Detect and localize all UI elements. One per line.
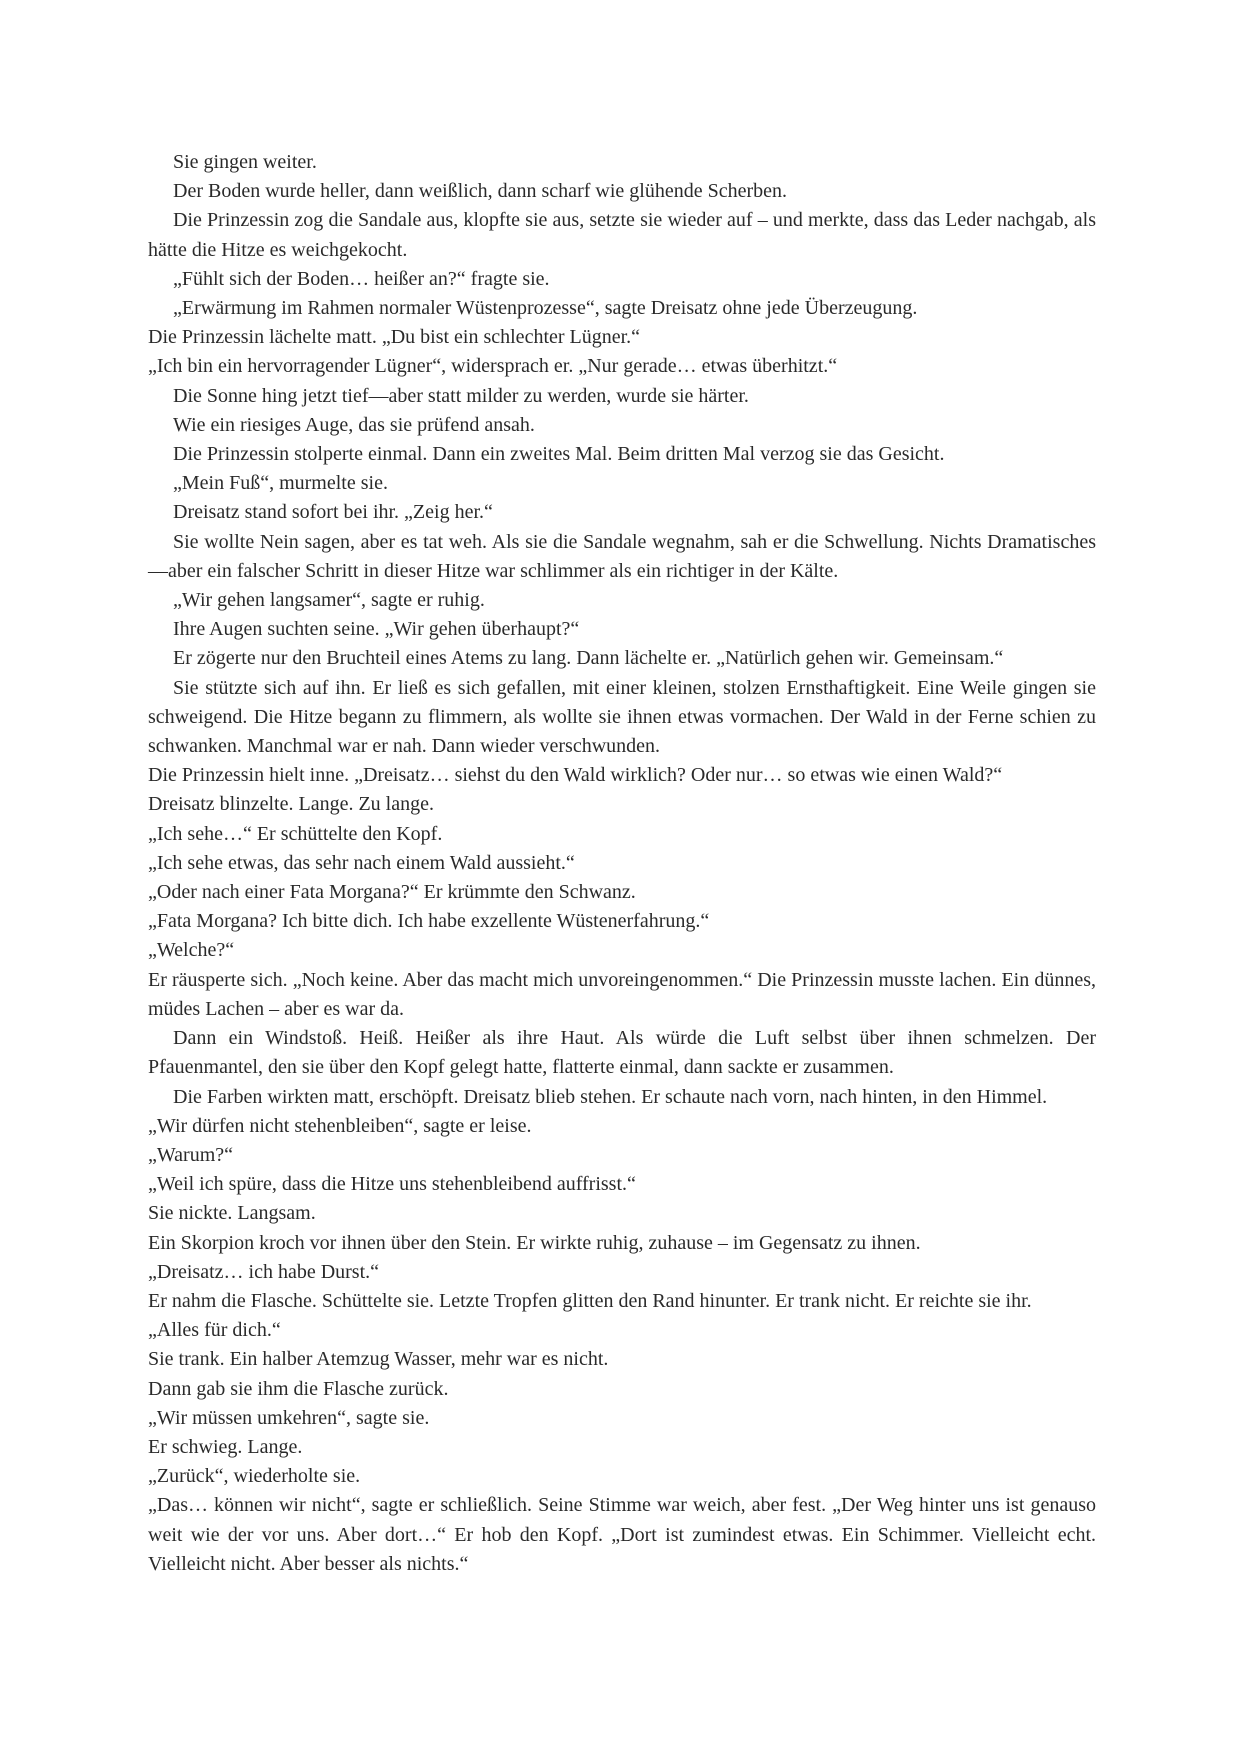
paragraph: Die Prinzessin hielt inne. „Dreisatz… siehst du den Wald wirklich? Oder nur… so etwas wie einen Wald?“ <box>148 764 1003 787</box>
paragraph: „Fühlt sich der Boden… heißer an?“ fragte sie. <box>173 267 550 290</box>
paragraph: Ein Skorpion kroch vor ihnen über den Stein. Er wirkte ruhig, zuhause – im Gegensatz zu ihnen. <box>148 1231 921 1254</box>
paragraph: „Wir müssen umkehren“, sagte sie. <box>148 1406 430 1429</box>
document-page <box>148 148 1096 1579</box>
paragraph: „Wir gehen langsamer“, sagte er ruhig. <box>173 589 485 612</box>
paragraph: Sie stützte sich auf ihn. Er ließ es sich gefallen, mit einer kleinen, stolzen Ernsthaftigkeit. Eine Weile gingen sie schweigend. Die Hitze begann zu flimmern, als wollte sie ihnen etwas vormachen. Der Wald in der Ferne schien zu schwanken. Manchmal war er nah. Dann wieder verschwunden. <box>148 676 1096 758</box>
paragraph: „Das… können wir nicht“, sagte er schließlich. Seine Stimme war weich, aber fest. „Der Weg hinter uns ist genauso weit wie der vor uns. Aber dort…“ Er hob den Kopf. „Dort ist zumindest etwas. Ein Schimmer. Vielleicht echt. Vielleicht nicht. Aber besser als nichts.“ <box>148 1494 1096 1575</box>
paragraph: „Zurück“, wiederholte sie. <box>148 1465 361 1488</box>
paragraph: „Ich sehe etwas, das sehr nach einem Wald aussieht.“ <box>148 851 575 874</box>
paragraph: Wie ein riesiges Auge, das sie prüfend ansah. <box>173 413 535 436</box>
paragraph: Die Sonne hing jetzt tief—aber statt milder zu werden, wurde sie härter. <box>173 384 749 407</box>
paragraph: Die Farben wirkten matt, erschöpft. Dreisatz blieb stehen. Er schaute nach vorn, nach hinten, in den Himmel. <box>173 1085 1048 1108</box>
paragraph: „Wir dürfen nicht stehenbleiben“, sagte er leise. <box>148 1114 532 1137</box>
paragraph: „Warum?“ <box>148 1143 233 1166</box>
paragraph: Dann gab sie ihm die Flasche zurück. <box>148 1377 449 1400</box>
paragraph: „Fata Morgana? Ich bitte dich. Ich habe exzellente Wüstenerfahrung.“ <box>148 910 710 933</box>
paragraph: Sie gingen weiter. <box>173 151 317 173</box>
paragraph: Der Boden wurde heller, dann weißlich, dann scharf wie glühende Scherben. <box>173 180 787 203</box>
paragraph: Er nahm die Flasche. Schüttelte sie. Letzte Tropfen glitten den Rand hinunter. Er trank nicht. Er reichte sie ihr. <box>148 1289 1032 1312</box>
paragraph: Dreisatz blinzelte. Lange. Zu lange. <box>148 793 434 816</box>
paragraph: Die Prinzessin stolperte einmal. Dann ein zweites Mal. Beim dritten Mal verzog sie das Gesicht. <box>173 443 945 466</box>
paragraph: „Dreisatz… ich habe Durst.“ <box>148 1260 380 1283</box>
paragraph: „Alles für dich.“ <box>148 1319 281 1342</box>
paragraph: Dreisatz stand sofort bei ihr. „Zeig her.“ <box>173 501 493 524</box>
paragraph: „Ich sehe…“ Er schüttelte den Kopf. <box>148 822 443 845</box>
paragraph: Sie nickte. Langsam. <box>148 1202 316 1225</box>
paragraph: Die Prinzessin lächelte matt. „Du bist ein schlechter Lügner.“ <box>148 326 641 349</box>
paragraph: „Welche?“ <box>148 939 235 962</box>
paragraph: „Weil ich spüre, dass die Hitze uns stehenbleibend auffrisst.“ <box>148 1173 636 1196</box>
paragraph: Dann ein Windstoß. Heiß. Heißer als ihre Haut. Als würde die Luft selbst über ihnen schmelzen. Der Pfauenmantel, den sie über den Kopf gelegt hatte, flatterte einmal, dann sackte er zusammen. <box>148 1027 1096 1079</box>
paragraph: Sie trank. Ein halber Atemzug Wasser, mehr war es nicht. <box>148 1348 609 1371</box>
paragraph: „Ich bin ein hervorragender Lügner“, widersprach er. „Nur gerade… etwas überhitzt.“ <box>148 355 838 378</box>
paragraph: Er zögerte nur den Bruchteil eines Atems zu lang. Dann lächelte er. „Natürlich gehen wir. Gemeinsam.“ <box>173 647 1004 670</box>
paragraph: Sie wollte Nein sagen, aber es tat weh. Als sie die Sandale wegnahm, sah er die Schwellung. Nichts Dramatisches—aber ein falscher Schritt in dieser Hitze war schlimmer als ein richtiger in der Kälte. <box>148 530 1096 582</box>
paragraph: „Oder nach einer Fata Morgana?“ Er krümmte den Schwanz. <box>148 881 636 904</box>
paragraph: „Erwärmung im Rahmen normaler Wüstenprozesse“, sagte Dreisatz ohne jede Überzeugung. <box>173 297 918 320</box>
paragraph: Ihre Augen suchten seine. „Wir gehen überhaupt?“ <box>173 618 580 641</box>
paragraph: Er räusperte sich. „Noch keine. Aber das macht mich unvoreingenommen.“ Die Prinzessin musste lachen. Ein dünnes, müdes Lachen – aber es war da. <box>148 968 1096 1020</box>
paragraph: Die Prinzessin zog die Sandale aus, klopfte sie aus, setzte sie wieder auf – und merkte, dass das Leder nachgab, als hätte die Hitze es weichgekocht. <box>148 209 1096 261</box>
paragraph: „Mein Fuß“, murmelte sie. <box>173 472 388 495</box>
paragraph: Er schwieg. Lange. <box>148 1435 303 1458</box>
